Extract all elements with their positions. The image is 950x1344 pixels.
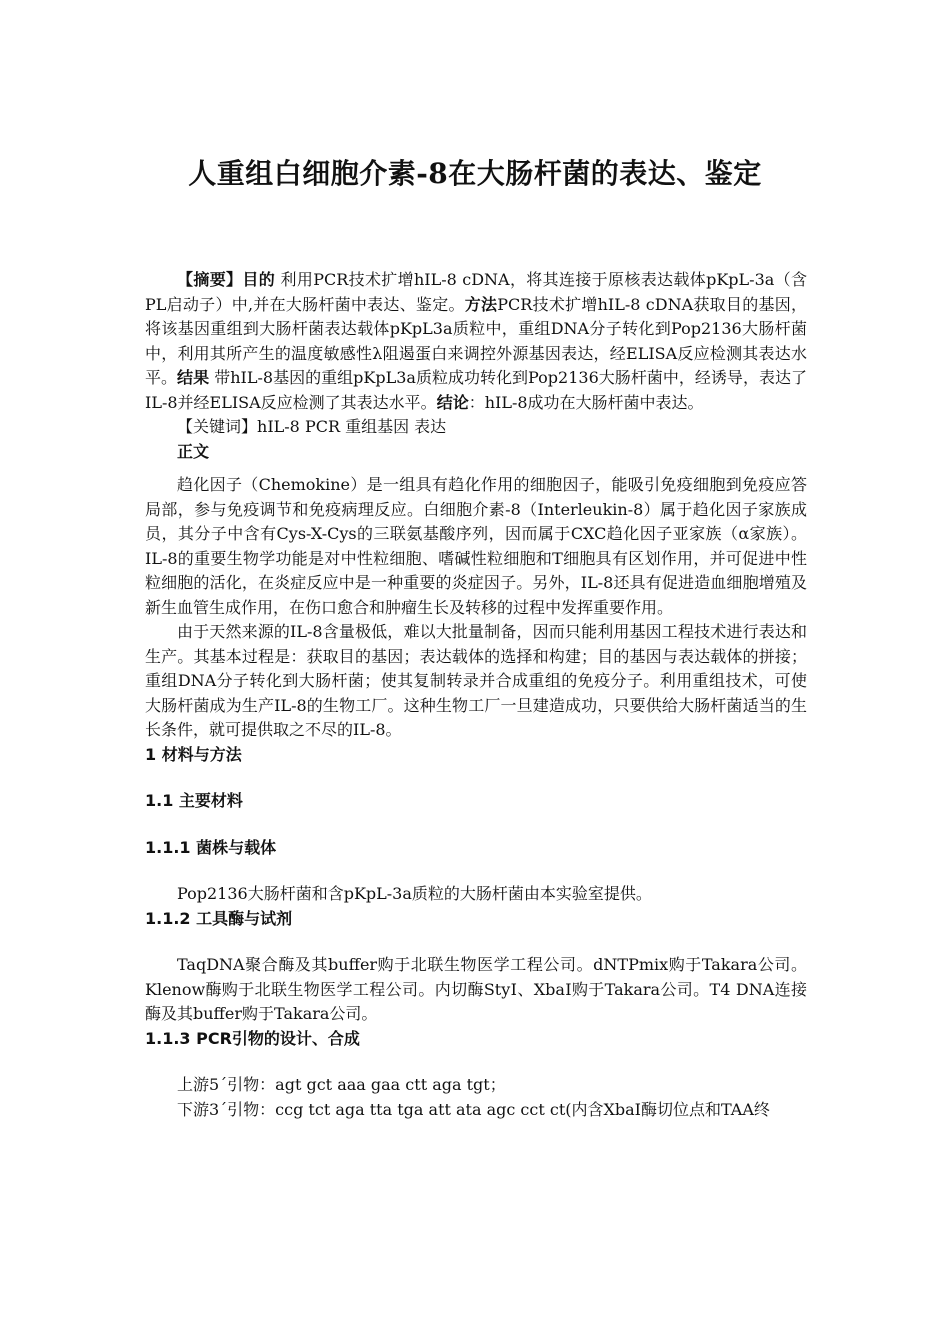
intro-paragraph-1: 趋化因子（Chemokine）是一组具有趋化作用的细胞因子，能吸引免疫细胞到免疫应答局部，参与免疫调节和免疫病理反应。白细胞介素-8（Interleukin-8）属于趋化因子家族成员，其分子中含有Cys-X-Cys的三联氨基酸序列，因而属于CXC趋化因子亚家族（α家族）。IL-8的重要生物学功能是对中性粒细胞、嗜碱性粒细胞和T细胞具有区划作用，并可促进中性粒细胞的活化，在炎症反应中是一种重要的炎症因子。另外，IL-8还具有促进造血细胞增殖及新生血管生成作用，在伤口愈合和肿瘤生长及转移的过程中发挥重要作用。 xyxy=(145,475,807,617)
section-heading-1-1-2: 1.1.2 工具酶与试剂 xyxy=(145,908,293,928)
body-label: 正文 xyxy=(177,441,210,461)
keywords-line xyxy=(145,415,807,440)
primer-downstream: 下游3´引物：ccg tct aga tta tga att ata agc cct ct(内含XbaⅠ酶切位点和TAA终 xyxy=(177,1099,770,1119)
page-title: 人重组白细胞介素-8在大肠杆菌的表达、鉴定 xyxy=(188,157,762,190)
result-text: 带hIL-8基因的重组pKpL3a质粒成功转化到Pop2136大肠杆菌中，经诱导，表达了IL-8并经ELISA反应检测了其表达水平。 xyxy=(145,368,807,412)
purpose-label: 目的 xyxy=(242,270,276,289)
primer-upstream: 上游5´引物：agt gct aaa gaa ctt aga tgt； xyxy=(177,1075,506,1094)
section-heading-1-1-3: 1.1.3 PCR引物的设计、合成 xyxy=(145,1028,360,1048)
result-label: 结果 xyxy=(177,368,210,387)
conclusion-label: 结论 xyxy=(436,392,469,412)
strain-paragraph: Pop2136大肠杆菌和含pKpL-3a质粒的大肠杆菌由本实验室提供。 xyxy=(177,884,652,903)
spacer xyxy=(145,464,807,473)
intro-paragraph-2: 由于天然来源的IL-8含量极低，难以大批量制备，因而只能利用基因工程技术进行表达和生产。其基本过程是：获取目的基因；表达载体的选择和构建；目的基因与表达载体的拼接；重组DNA分子转化到大肠杆菌；使其复制转录并合成重组的免疫分子。利用重组技术，可使大肠杆菌成为生产IL-8的生物工厂。这种生物工厂一旦建造成功，只要供给大肠杆菌适当的生长条件，就可提供取之不尽的IL-8。 xyxy=(145,622,807,739)
keywords-label: 【关键词】 xyxy=(177,417,258,436)
keywords-text: hIL-8 PCR 重组基因 表达 xyxy=(257,417,447,436)
method-text: PCR技术扩增hIL-8 cDNA获取目的基因，将该基因重组到大肠杆菌表达载体pKpL3a质粒中，重组DNA分子转化到Pop2136大肠杆菌中，利用其所产生的温度敏感性λ阻遏蛋白来调控外源基因表达，经ELISA反应检测其表达水平。 xyxy=(145,294,807,387)
conclusion-text: ：hIL-8成功在大肠杆菌中表达。 xyxy=(468,392,704,412)
document-body xyxy=(145,268,807,1122)
purpose-text: 利用PCR技术扩增hIL-8 cDNA，将其连接于原核表达载体pKpL-3a（含PL启动子）中,并在大肠杆菌中表达、鉴定。 xyxy=(145,270,807,314)
reagents-paragraph: TaqDNA聚合酶及其buffer购于北联生物医学工程公司。dNTPmix购于Takara公司。Klenow酶购于北联生物医学工程公司。内切酶StyⅠ、XbaⅠ购于Takara公司。T4 DNA连接酶及其buffer购于Takara公司。 xyxy=(145,955,807,1023)
section-heading-1-1: 1.1 主要材料 xyxy=(145,791,243,810)
abstract-paragraph xyxy=(145,268,807,415)
method-label: 方法 xyxy=(464,294,498,314)
section-heading-1: 1 材料与方法 xyxy=(145,744,242,764)
abstract-label: 【摘要】 xyxy=(177,270,243,289)
section-heading-1-1-1: 1.1.1 菌株与载体 xyxy=(145,837,277,857)
